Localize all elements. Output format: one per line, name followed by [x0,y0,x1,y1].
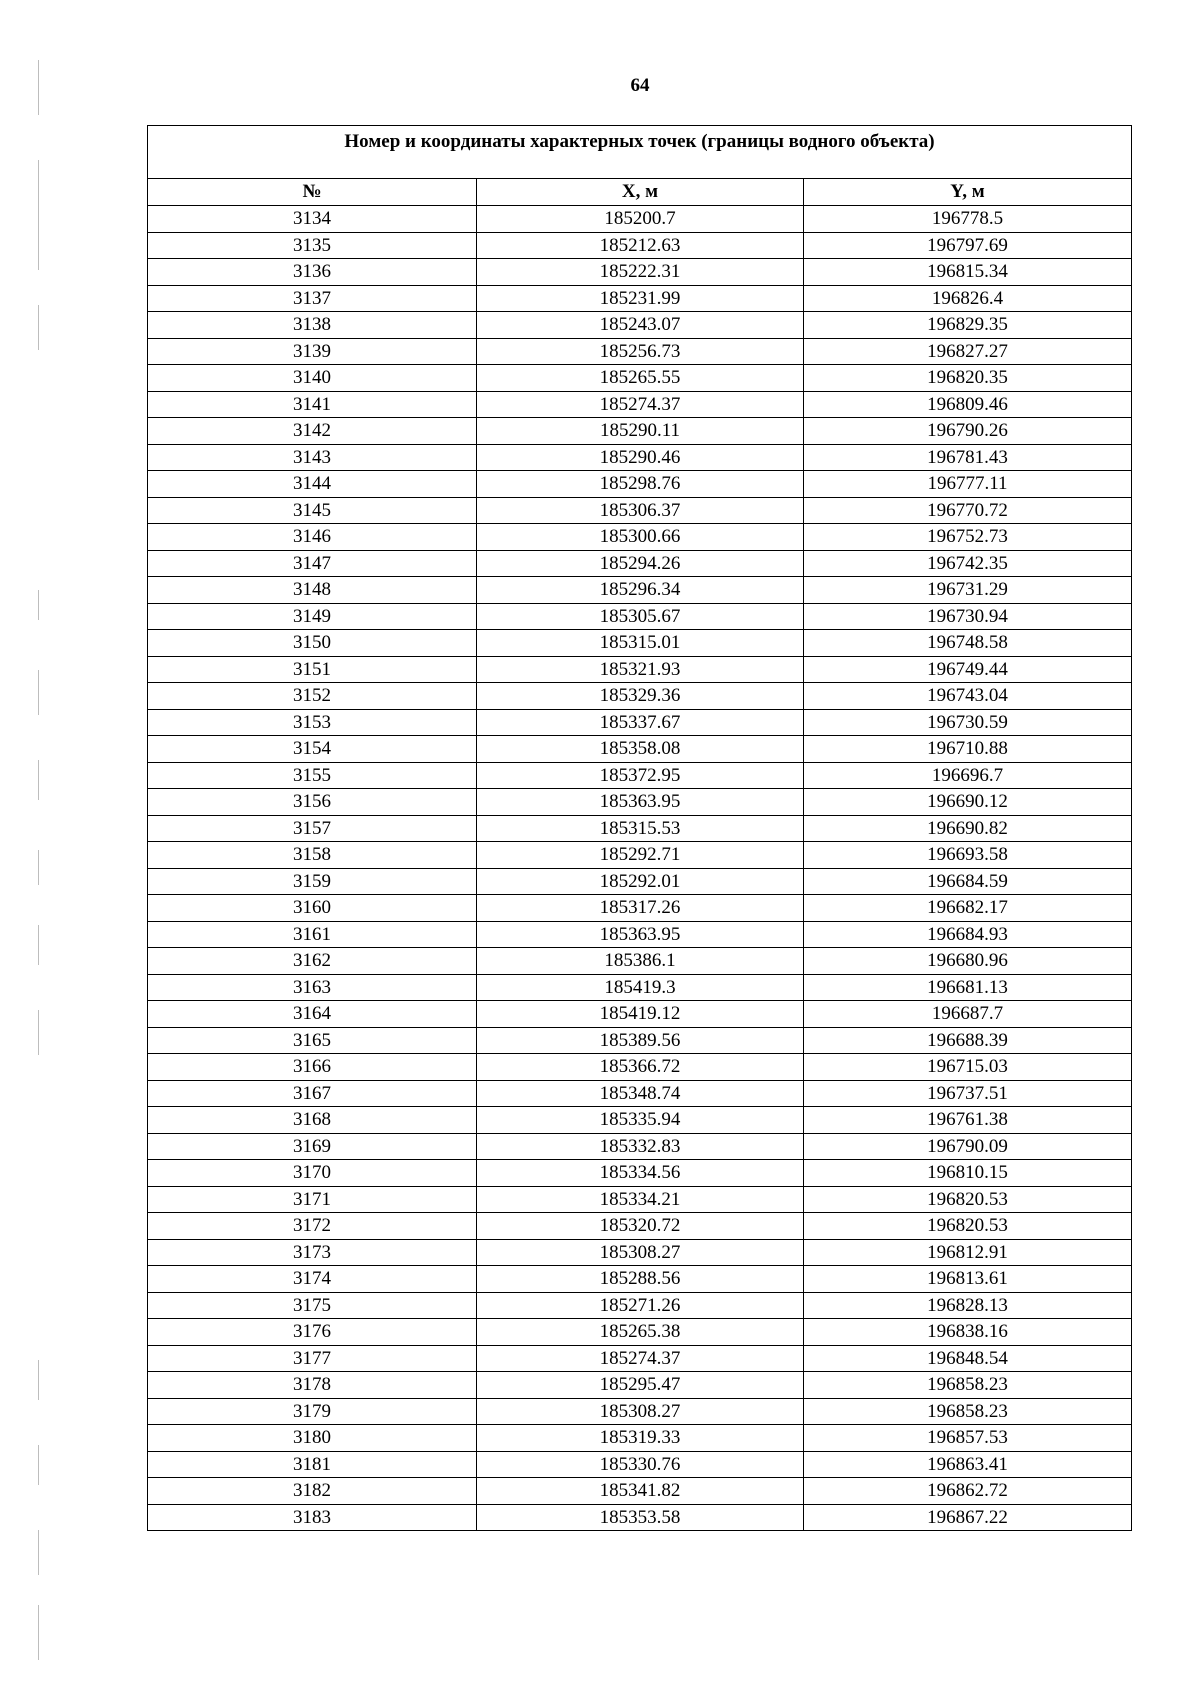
table-row [148,1266,1132,1293]
cell-x-coordinate: 185330.76 [477,1451,804,1478]
table-row [148,1133,1132,1160]
cell-x-coordinate: 185329.36 [477,683,804,710]
cell-point-number: 3166 [148,1054,477,1081]
table-row [148,683,1132,710]
cell-point-number: 3141 [148,391,477,418]
table-row [148,1425,1132,1452]
cell-x-coordinate: 185308.27 [477,1239,804,1266]
table-row [148,1027,1132,1054]
cell-y-coordinate: 196809.46 [804,391,1132,418]
cell-y-coordinate: 196731.29 [804,577,1132,604]
cell-x-coordinate: 185292.01 [477,868,804,895]
scan-edge-mark [38,850,39,885]
scan-edge-mark [38,1360,39,1400]
cell-point-number: 3159 [148,868,477,895]
cell-x-coordinate: 185298.76 [477,471,804,498]
cell-x-coordinate: 185353.58 [477,1504,804,1531]
cell-x-coordinate: 185295.47 [477,1372,804,1399]
cell-y-coordinate: 196820.53 [804,1213,1132,1240]
cell-point-number: 3171 [148,1186,477,1213]
cell-x-coordinate: 185290.11 [477,418,804,445]
cell-x-coordinate: 185366.72 [477,1054,804,1081]
cell-point-number: 3139 [148,338,477,365]
cell-y-coordinate: 196790.09 [804,1133,1132,1160]
cell-point-number: 3147 [148,550,477,577]
cell-x-coordinate: 185419.12 [477,1001,804,1028]
cell-point-number: 3140 [148,365,477,392]
cell-y-coordinate: 196790.26 [804,418,1132,445]
cell-x-coordinate: 185315.01 [477,630,804,657]
cell-x-coordinate: 185334.21 [477,1186,804,1213]
cell-y-coordinate: 196681.13 [804,974,1132,1001]
table-header-row [148,179,1132,206]
cell-x-coordinate: 185294.26 [477,550,804,577]
cell-y-coordinate: 196684.59 [804,868,1132,895]
cell-y-coordinate: 196680.96 [804,948,1132,975]
scan-edge-mark [38,590,39,620]
coordinates-table [147,125,1132,1531]
cell-y-coordinate: 196742.35 [804,550,1132,577]
column-header-number: № [148,179,477,206]
table-row [148,365,1132,392]
cell-y-coordinate: 196858.23 [804,1398,1132,1425]
table-row [148,1107,1132,1134]
cell-y-coordinate: 196748.58 [804,630,1132,657]
cell-x-coordinate: 185306.37 [477,497,804,524]
cell-y-coordinate: 196770.72 [804,497,1132,524]
cell-y-coordinate: 196777.11 [804,471,1132,498]
cell-y-coordinate: 196778.5 [804,206,1132,233]
scan-edge-mark [38,1010,39,1055]
cell-x-coordinate: 185212.63 [477,232,804,259]
scan-edge-mark [38,60,39,115]
cell-x-coordinate: 185274.37 [477,391,804,418]
table-row [148,921,1132,948]
cell-point-number: 3180 [148,1425,477,1452]
cell-x-coordinate: 185200.7 [477,206,804,233]
cell-x-coordinate: 185231.99 [477,285,804,312]
cell-point-number: 3136 [148,259,477,286]
table-row [148,338,1132,365]
cell-x-coordinate: 185305.67 [477,603,804,630]
table-row [148,577,1132,604]
cell-y-coordinate: 196693.58 [804,842,1132,869]
cell-point-number: 3183 [148,1504,477,1531]
cell-y-coordinate: 196743.04 [804,683,1132,710]
cell-y-coordinate: 196684.93 [804,921,1132,948]
scan-edge-mark [38,670,39,715]
cell-x-coordinate: 185319.33 [477,1425,804,1452]
cell-y-coordinate: 196813.61 [804,1266,1132,1293]
cell-y-coordinate: 196828.13 [804,1292,1132,1319]
cell-x-coordinate: 185222.31 [477,259,804,286]
cell-x-coordinate: 185308.27 [477,1398,804,1425]
cell-point-number: 3135 [148,232,477,259]
column-header-y: Y, м [804,179,1132,206]
scan-edge-mark [38,1530,39,1575]
cell-x-coordinate: 185315.53 [477,815,804,842]
cell-point-number: 3161 [148,921,477,948]
table-row [148,736,1132,763]
cell-y-coordinate: 196815.34 [804,259,1132,286]
table-row [148,789,1132,816]
cell-point-number: 3163 [148,974,477,1001]
cell-point-number: 3162 [148,948,477,975]
cell-y-coordinate: 196710.88 [804,736,1132,763]
cell-y-coordinate: 196797.69 [804,232,1132,259]
table-title: Номер и координаты характерных точек (границы водного объекта) [148,126,1132,179]
cell-x-coordinate: 185386.1 [477,948,804,975]
cell-point-number: 3142 [148,418,477,445]
cell-point-number: 3181 [148,1451,477,1478]
cell-x-coordinate: 185321.93 [477,656,804,683]
cell-point-number: 3149 [148,603,477,630]
table-row [148,762,1132,789]
cell-x-coordinate: 185243.07 [477,312,804,339]
cell-point-number: 3165 [148,1027,477,1054]
table-row [148,1213,1132,1240]
cell-y-coordinate: 196863.41 [804,1451,1132,1478]
cell-y-coordinate: 196862.72 [804,1478,1132,1505]
cell-y-coordinate: 196829.35 [804,312,1132,339]
cell-point-number: 3175 [148,1292,477,1319]
cell-point-number: 3173 [148,1239,477,1266]
table-row [148,1160,1132,1187]
table-row [148,1054,1132,1081]
cell-y-coordinate: 196715.03 [804,1054,1132,1081]
table-row [148,497,1132,524]
cell-x-coordinate: 185337.67 [477,709,804,736]
table-row [148,391,1132,418]
table-row [148,709,1132,736]
table-row [148,948,1132,975]
cell-point-number: 3176 [148,1319,477,1346]
cell-point-number: 3145 [148,497,477,524]
table-row [148,895,1132,922]
table-row [148,1451,1132,1478]
cell-x-coordinate: 185372.95 [477,762,804,789]
table-row [148,630,1132,657]
table-row [148,1080,1132,1107]
cell-y-coordinate: 196688.39 [804,1027,1132,1054]
cell-point-number: 3148 [148,577,477,604]
cell-y-coordinate: 196827.27 [804,338,1132,365]
cell-x-coordinate: 185363.95 [477,789,804,816]
table-row [148,868,1132,895]
cell-x-coordinate: 185317.26 [477,895,804,922]
table-row [148,285,1132,312]
table-row [148,842,1132,869]
table-row [148,259,1132,286]
cell-point-number: 3156 [148,789,477,816]
table-row [148,524,1132,551]
cell-point-number: 3174 [148,1266,477,1293]
table-row [148,974,1132,1001]
cell-point-number: 3170 [148,1160,477,1187]
table-row [148,1292,1132,1319]
cell-y-coordinate: 196858.23 [804,1372,1132,1399]
cell-point-number: 3167 [148,1080,477,1107]
cell-point-number: 3146 [148,524,477,551]
cell-x-coordinate: 185290.46 [477,444,804,471]
cell-y-coordinate: 196812.91 [804,1239,1132,1266]
cell-y-coordinate: 196848.54 [804,1345,1132,1372]
scan-edge-mark [38,160,39,270]
cell-x-coordinate: 185335.94 [477,1107,804,1134]
cell-point-number: 3151 [148,656,477,683]
cell-x-coordinate: 185300.66 [477,524,804,551]
cell-point-number: 3160 [148,895,477,922]
cell-x-coordinate: 185292.71 [477,842,804,869]
cell-y-coordinate: 196820.53 [804,1186,1132,1213]
cell-x-coordinate: 185320.72 [477,1213,804,1240]
cell-x-coordinate: 185389.56 [477,1027,804,1054]
table-row [148,1186,1132,1213]
table-body [148,206,1132,1531]
scan-edge-mark [38,305,39,350]
cell-y-coordinate: 196690.82 [804,815,1132,842]
cell-point-number: 3150 [148,630,477,657]
cell-point-number: 3164 [148,1001,477,1028]
cell-x-coordinate: 185265.55 [477,365,804,392]
table-row [148,471,1132,498]
table-row [148,815,1132,842]
cell-x-coordinate: 185296.34 [477,577,804,604]
cell-point-number: 3138 [148,312,477,339]
table-row [148,550,1132,577]
cell-point-number: 3134 [148,206,477,233]
cell-x-coordinate: 185358.08 [477,736,804,763]
cell-x-coordinate: 185348.74 [477,1080,804,1107]
cell-x-coordinate: 185274.37 [477,1345,804,1372]
cell-point-number: 3179 [148,1398,477,1425]
cell-point-number: 3154 [148,736,477,763]
cell-x-coordinate: 185256.73 [477,338,804,365]
cell-y-coordinate: 196826.4 [804,285,1132,312]
table-row [148,1504,1132,1531]
cell-y-coordinate: 196810.15 [804,1160,1132,1187]
cell-x-coordinate: 185341.82 [477,1478,804,1505]
table-row [148,232,1132,259]
table-row [148,656,1132,683]
cell-x-coordinate: 185265.38 [477,1319,804,1346]
cell-point-number: 3152 [148,683,477,710]
cell-y-coordinate: 196838.16 [804,1319,1132,1346]
scan-edge-mark [38,1605,39,1660]
cell-point-number: 3158 [148,842,477,869]
cell-y-coordinate: 196690.12 [804,789,1132,816]
cell-x-coordinate: 185334.56 [477,1160,804,1187]
scan-edge-mark [38,925,39,965]
scan-edge-mark [38,1445,39,1485]
page-number: 64 [630,75,650,96]
cell-y-coordinate: 196820.35 [804,365,1132,392]
table-row [148,1398,1132,1425]
cell-x-coordinate: 185419.3 [477,974,804,1001]
table-row [148,312,1132,339]
table-row [148,206,1132,233]
cell-y-coordinate: 196730.59 [804,709,1132,736]
cell-y-coordinate: 196857.53 [804,1425,1132,1452]
cell-point-number: 3178 [148,1372,477,1399]
cell-point-number: 3172 [148,1213,477,1240]
cell-y-coordinate: 196737.51 [804,1080,1132,1107]
table-row [148,1345,1132,1372]
scan-edge-mark [38,760,39,800]
cell-x-coordinate: 185363.95 [477,921,804,948]
cell-y-coordinate: 196682.17 [804,895,1132,922]
cell-x-coordinate: 185271.26 [477,1292,804,1319]
cell-point-number: 3153 [148,709,477,736]
cell-y-coordinate: 196761.38 [804,1107,1132,1134]
table-row [148,1372,1132,1399]
cell-x-coordinate: 185288.56 [477,1266,804,1293]
cell-point-number: 3143 [148,444,477,471]
cell-point-number: 3144 [148,471,477,498]
cell-x-coordinate: 185332.83 [477,1133,804,1160]
column-header-x: X, м [477,179,804,206]
cell-y-coordinate: 196752.73 [804,524,1132,551]
cell-y-coordinate: 196867.22 [804,1504,1132,1531]
table-row [148,1239,1132,1266]
table-row [148,444,1132,471]
cell-point-number: 3177 [148,1345,477,1372]
cell-y-coordinate: 196687.7 [804,1001,1132,1028]
cell-y-coordinate: 196749.44 [804,656,1132,683]
cell-y-coordinate: 196696.7 [804,762,1132,789]
table-row [148,1001,1132,1028]
cell-point-number: 3155 [148,762,477,789]
table-row [148,418,1132,445]
table-row [148,1478,1132,1505]
cell-point-number: 3169 [148,1133,477,1160]
cell-point-number: 3182 [148,1478,477,1505]
table-row [148,603,1132,630]
table-row [148,1319,1132,1346]
cell-point-number: 3137 [148,285,477,312]
table-title-row [148,126,1132,179]
cell-point-number: 3157 [148,815,477,842]
cell-y-coordinate: 196730.94 [804,603,1132,630]
cell-point-number: 3168 [148,1107,477,1134]
cell-y-coordinate: 196781.43 [804,444,1132,471]
